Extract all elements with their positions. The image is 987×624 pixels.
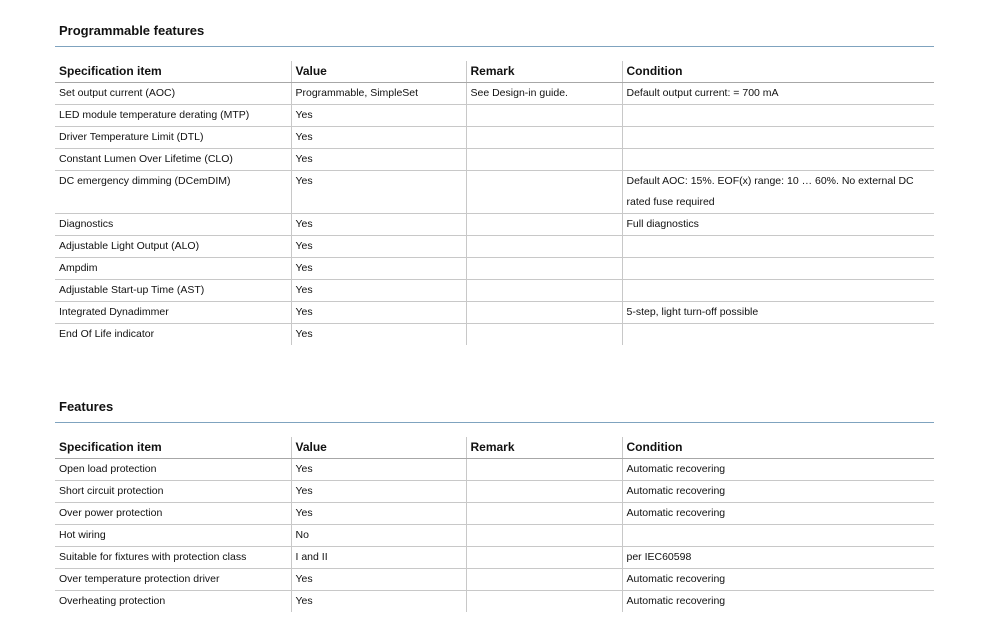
programmable-features-section — [55, 20, 934, 345]
table-row — [55, 569, 934, 591]
table-cell — [622, 236, 934, 258]
programmable-features-table — [55, 61, 934, 345]
table-cell: Default output current: = 700 mA — [622, 83, 934, 105]
table-row — [55, 214, 934, 236]
table-cell: per IEC60598 — [622, 547, 934, 569]
table-row — [55, 481, 934, 503]
table-cell — [466, 547, 622, 569]
table-cell: Yes — [291, 280, 466, 302]
table-cell: Set output current (AOC) — [55, 83, 291, 105]
table-cell — [466, 302, 622, 324]
table-cell: Automatic recovering — [622, 591, 934, 613]
table-row — [55, 302, 934, 324]
table-cell: Over power protection — [55, 503, 291, 525]
table-cell: Constant Lumen Over Lifetime (CLO) — [55, 149, 291, 171]
column-header: Remark — [466, 437, 622, 459]
table-cell: Automatic recovering — [622, 569, 934, 591]
table-row — [55, 83, 934, 105]
table-cell: Automatic recovering — [622, 503, 934, 525]
table-cell: See Design-in guide. — [466, 83, 622, 105]
features-section — [55, 396, 934, 612]
table-cell: DC emergency dimming (DCemDIM) — [55, 171, 291, 214]
table-cell: Adjustable Start-up Time (AST) — [55, 280, 291, 302]
table-row — [55, 459, 934, 481]
table-cell: Yes — [291, 171, 466, 214]
table-cell — [466, 481, 622, 503]
table-cell: Driver Temperature Limit (DTL) — [55, 127, 291, 149]
table-cell — [622, 105, 934, 127]
table-cell: Yes — [291, 302, 466, 324]
table-cell — [622, 525, 934, 547]
table-row — [55, 324, 934, 346]
table-row — [55, 591, 934, 613]
table-cell: Yes — [291, 569, 466, 591]
table-cell: 5-step, light turn-off possible — [622, 302, 934, 324]
table-cell — [466, 171, 622, 214]
table-cell — [466, 569, 622, 591]
table-row — [55, 503, 934, 525]
table-cell — [466, 525, 622, 547]
table-cell — [466, 236, 622, 258]
table-row — [55, 525, 934, 547]
table-cell — [622, 280, 934, 302]
table-cell: Yes — [291, 481, 466, 503]
table-cell — [466, 591, 622, 613]
table-header-row — [55, 61, 934, 83]
column-header: Condition — [622, 61, 934, 83]
features-table — [55, 437, 934, 612]
table-cell: Automatic recovering — [622, 481, 934, 503]
table-cell — [466, 324, 622, 346]
table-cell: Yes — [291, 503, 466, 525]
table-cell: Suitable for fixtures with protection class — [55, 547, 291, 569]
table-cell: Overheating protection — [59, 595, 166, 607]
table-cell: I and II — [291, 547, 466, 569]
divider — [55, 46, 934, 47]
table-cell — [466, 459, 622, 481]
table-cell: Open load protection — [55, 459, 291, 481]
table-cell: Yes — [291, 591, 466, 613]
table-cell — [466, 105, 622, 127]
table-cell: Yes — [291, 105, 466, 127]
divider — [55, 422, 934, 423]
column-header: Specification item — [55, 61, 291, 83]
section-title: Features — [59, 399, 114, 414]
column-header: Value — [291, 61, 466, 83]
table-cell — [466, 214, 622, 236]
table-cell: Yes — [291, 258, 466, 280]
table-cell: Default AOC: 15%. EOF(x) range: 10 … 60%. No external DC rated fuse required — [622, 171, 934, 214]
table-row — [55, 149, 934, 171]
table-row — [55, 547, 934, 569]
table-cell — [466, 258, 622, 280]
table-cell — [622, 149, 934, 171]
column-header: Specification item — [55, 437, 291, 459]
table-cell: Yes — [291, 324, 466, 346]
table-row — [55, 105, 934, 127]
table-cell — [622, 324, 934, 346]
table-cell: Over temperature protection driver — [55, 569, 291, 591]
table-cell: Ampdim — [55, 258, 291, 280]
table-cell: Integrated Dynadimmer — [55, 302, 291, 324]
table-cell: Yes — [291, 127, 466, 149]
table-row — [55, 127, 934, 149]
table-cell — [622, 258, 934, 280]
table-cell: End Of Life indicator — [59, 328, 155, 340]
table-cell: Yes — [291, 236, 466, 258]
table-cell: Hot wiring — [55, 525, 291, 547]
table-cell — [466, 127, 622, 149]
table-header-row — [55, 437, 934, 459]
table-cell: Yes — [291, 149, 466, 171]
column-header: Remark — [466, 61, 622, 83]
column-header: Condition — [622, 437, 934, 459]
table-cell: Diagnostics — [55, 214, 291, 236]
table-cell — [466, 503, 622, 525]
table-row — [55, 171, 934, 214]
table-cell — [466, 280, 622, 302]
table-cell: Adjustable Light Output (ALO) — [55, 236, 291, 258]
table-row — [55, 258, 934, 280]
table-cell: Full diagnostics — [622, 214, 934, 236]
table-cell — [466, 149, 622, 171]
table-cell: Yes — [291, 459, 466, 481]
table-cell: Automatic recovering — [622, 459, 934, 481]
table-cell: LED module temperature derating (MTP) — [55, 105, 291, 127]
column-header: Value — [291, 437, 466, 459]
table-cell: No — [291, 525, 466, 547]
table-row — [55, 236, 934, 258]
section-title: Programmable features — [59, 23, 205, 38]
table-cell — [622, 127, 934, 149]
table-cell: Yes — [291, 214, 466, 236]
table-row — [55, 280, 934, 302]
table-cell: Programmable, SimpleSet — [291, 83, 466, 105]
table-cell: Short circuit protection — [55, 481, 291, 503]
